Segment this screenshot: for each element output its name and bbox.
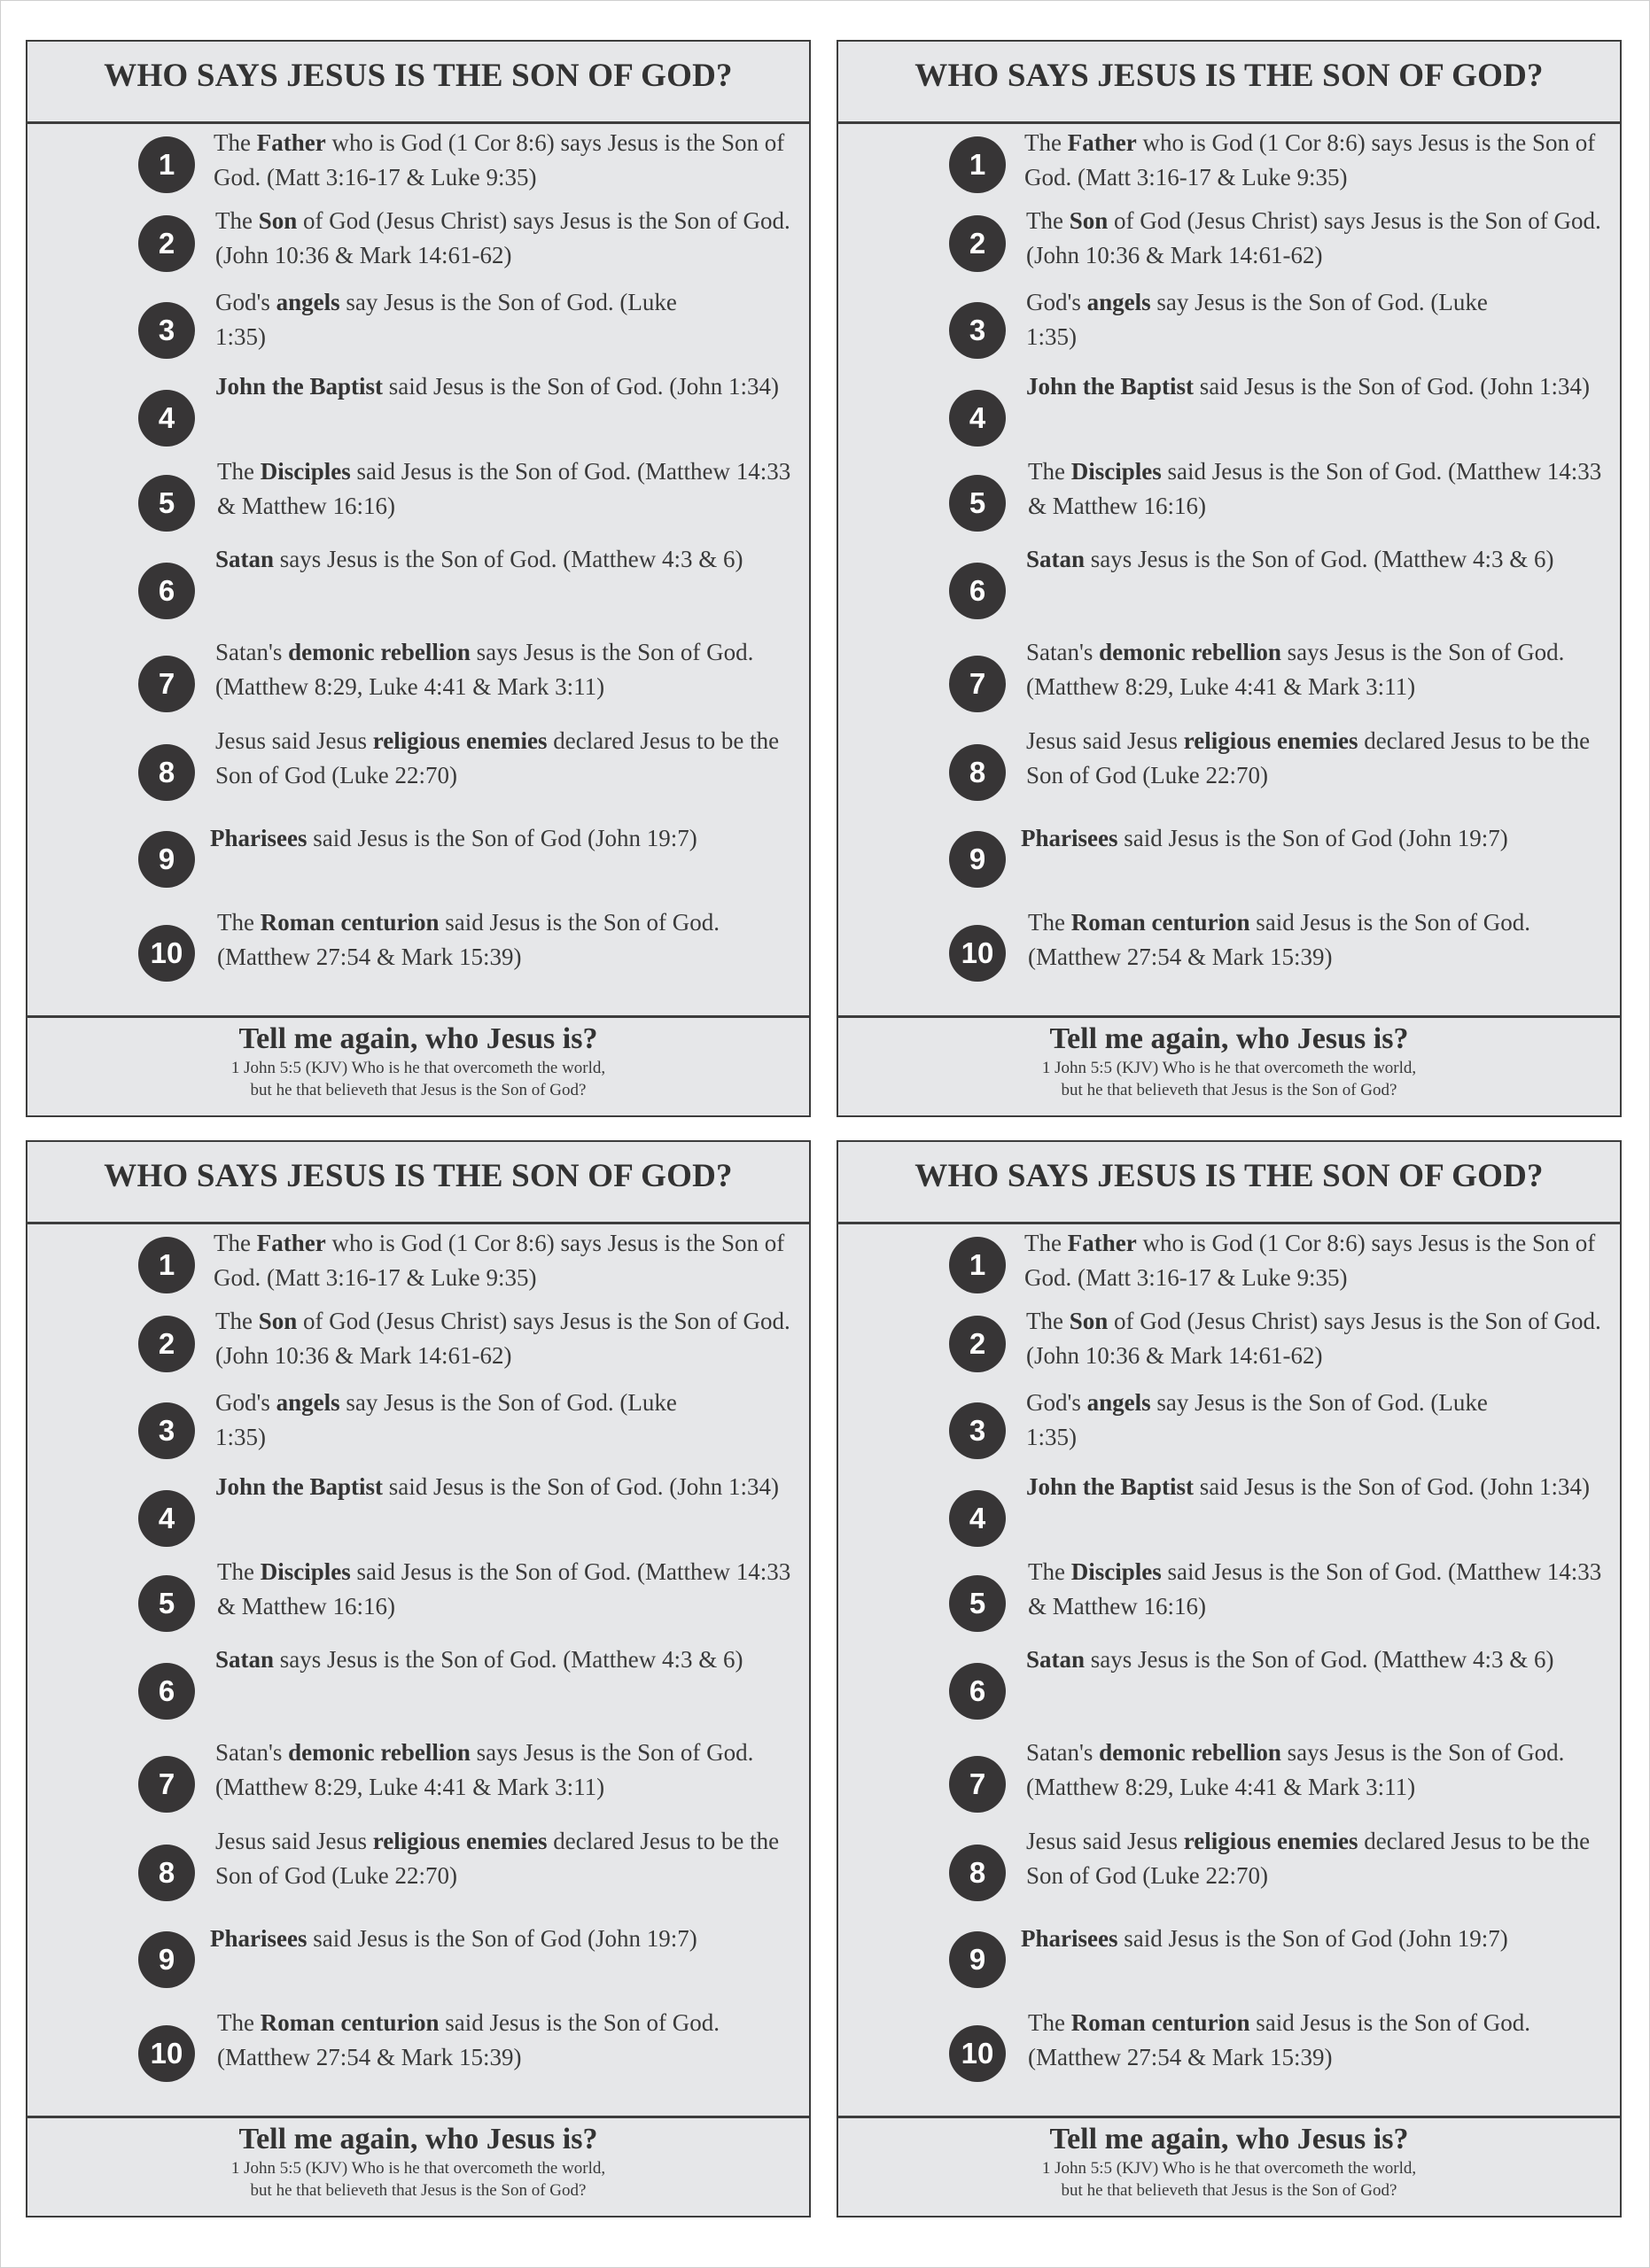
item-text: Satan's demonic rebellion says Jesus is the Son of God. (Matthew 8:29, Luke 4:41 & Mark 3:11) — [1026, 1739, 1565, 1800]
number-badge: 3 — [949, 1402, 1006, 1459]
item-subject: angels — [1086, 1389, 1151, 1416]
item-subject: Son — [258, 207, 298, 234]
list-item — [27, 1924, 813, 2004]
footer-heading: Tell me again, who Jesus is? — [1049, 2123, 1409, 2155]
number-badge: 5 — [949, 1575, 1006, 1632]
list-item — [838, 206, 1623, 286]
list-item — [838, 546, 1623, 633]
list-item — [838, 824, 1623, 904]
item-text: Jesus said Jesus religious enemies declared Jesus to be the Son of God (Luke 22:70) — [215, 1828, 780, 1889]
number-badge: 5 — [949, 475, 1006, 532]
list-item — [27, 824, 813, 904]
number-badge: 4 — [138, 1490, 195, 1547]
item-subject: Satan — [215, 1646, 275, 1673]
witness-list — [27, 1224, 809, 2112]
item-text: Satan's demonic rebellion says Jesus is the Son of God. (Matthew 8:29, Luke 4:41 & Mark 3:11) — [1026, 639, 1565, 700]
item-text: John the Baptist said Jesus is the Son of God. (John 1:34) — [215, 373, 780, 400]
list-item — [27, 124, 813, 204]
list-item — [27, 373, 813, 461]
number-badge: 10 — [949, 2025, 1006, 2082]
item-subject: Roman centurion — [260, 909, 440, 936]
list-item — [838, 289, 1623, 372]
item-text: The Father who is God (1 Cor 8:6) says Jesus is the Son of God. (Matt 3:16-17 & Luke 9:35) — [1024, 129, 1596, 190]
item-subject: angels — [276, 289, 340, 315]
item-subject: Father — [1067, 1230, 1137, 1256]
item-text: Jesus said Jesus religious enemies declared Jesus to be the Son of God (Luke 22:70) — [1026, 1828, 1591, 1889]
item-subject: Father — [1067, 129, 1137, 156]
list-item — [27, 458, 813, 546]
card-header — [27, 1142, 809, 1224]
number-badge: 4 — [138, 390, 195, 447]
item-subject: Disciples — [260, 458, 351, 485]
item-text: The Roman centurion said Jesus is the Son of God. (Matthew 27:54 & Mark 15:39) — [217, 909, 720, 970]
number-badge: 3 — [138, 302, 195, 359]
item-subject: demonic rebellion — [1099, 1739, 1281, 1766]
card-title: WHO SAYS JESUS IS THE SON OF GOD? — [915, 57, 1544, 94]
list-item — [838, 639, 1623, 726]
item-subject: Pharisees — [210, 825, 307, 851]
list-item — [838, 1473, 1623, 1561]
item-subject: religious enemies — [1183, 1828, 1358, 1854]
item-subject: Satan — [1026, 546, 1086, 572]
list-item — [838, 1307, 1623, 1386]
number-badge: 1 — [138, 1237, 195, 1293]
item-subject: Disciples — [1070, 458, 1162, 485]
list-item — [838, 727, 1623, 815]
number-badge: 7 — [138, 656, 195, 712]
list-item — [838, 909, 1623, 992]
number-badge: 2 — [949, 1316, 1006, 1372]
item-subject: religious enemies — [372, 727, 548, 754]
footer-heading: Tell me again, who Jesus is? — [238, 2123, 598, 2155]
item-subject: Satan — [1026, 1646, 1086, 1673]
item-subject: Son — [258, 1308, 298, 1334]
item-text: Satan says Jesus is the Son of God. (Matthew 4:3 & 6) — [1026, 1646, 1554, 1673]
tract-card-bottom-left — [26, 1140, 811, 2218]
list-item — [838, 1224, 1623, 1304]
number-badge: 8 — [138, 1845, 195, 1901]
item-text: The Son of God (Jesus Christ) says Jesus is the Son of God. (John 10:36 & Mark 14:61-62) — [215, 1308, 790, 1369]
list-item — [27, 1224, 813, 1304]
tract-card-top-left — [26, 40, 811, 1117]
card-header — [838, 1142, 1620, 1224]
number-badge: 2 — [138, 1316, 195, 1372]
item-text: Satan's demonic rebellion says Jesus is the Son of God. (Matthew 8:29, Luke 4:41 & Mark 3:11) — [215, 1739, 754, 1800]
number-badge: 4 — [949, 390, 1006, 447]
item-subject: Father — [256, 1230, 326, 1256]
card-header — [27, 42, 809, 124]
witness-list — [838, 124, 1620, 1012]
item-subject: Roman centurion — [1070, 2009, 1250, 2036]
footer-verse-line: 1 John 5:5 (KJV) Who is he that overcometh the world, — [230, 2159, 606, 2178]
footer-verse-line: but he that believeth that Jesus is the Son of God? — [1061, 1081, 1397, 1099]
item-text: God's angels say Jesus is the Son of God. (Luke 1:35) — [215, 1389, 677, 1450]
list-item — [838, 458, 1623, 546]
number-badge: 9 — [949, 831, 1006, 888]
list-item — [27, 1389, 813, 1472]
item-subject: Pharisees — [1021, 1925, 1118, 1952]
card-title: WHO SAYS JESUS IS THE SON OF GOD? — [104, 1157, 733, 1194]
number-badge: 5 — [138, 1575, 195, 1632]
number-badge: 1 — [138, 136, 195, 193]
item-subject: John the Baptist — [215, 1473, 384, 1500]
item-text: Satan says Jesus is the Son of God. (Matthew 4:3 & 6) — [215, 1646, 743, 1673]
list-item — [27, 1828, 813, 1915]
list-item — [27, 1739, 813, 1827]
number-badge: 3 — [138, 1402, 195, 1459]
tract-card-bottom-right — [837, 1140, 1622, 2218]
item-text: Jesus said Jesus religious enemies declared Jesus to be the Son of God (Luke 22:70) — [215, 727, 780, 788]
number-badge: 10 — [138, 2025, 195, 2082]
footer-verse-line: but he that believeth that Jesus is the Son of God? — [250, 2181, 587, 2200]
item-text: Satan says Jesus is the Son of God. (Matthew 4:3 & 6) — [1026, 546, 1554, 572]
item-text: The Disciples said Jesus is the Son of God. (Matthew 14:33 & Matthew 16:16) — [217, 1558, 791, 1619]
item-text: The Father who is God (1 Cor 8:6) says Jesus is the Son of God. (Matt 3:16-17 & Luke 9:35) — [214, 129, 785, 190]
item-subject: angels — [1086, 289, 1151, 315]
list-item — [27, 909, 813, 992]
card-footer — [838, 2116, 1620, 2216]
number-badge: 6 — [949, 563, 1006, 619]
item-text: John the Baptist said Jesus is the Son of God. (John 1:34) — [1026, 1473, 1591, 1500]
footer-verse-line: but he that believeth that Jesus is the Son of God? — [250, 1081, 587, 1099]
number-badge: 1 — [949, 136, 1006, 193]
list-item — [27, 639, 813, 726]
list-item — [27, 206, 813, 286]
item-text: Pharisees said Jesus is the Son of God (John 19:7) — [1021, 825, 1508, 851]
item-text: Pharisees said Jesus is the Son of God (John 19:7) — [1021, 1925, 1508, 1952]
list-item — [27, 1473, 813, 1561]
item-subject: Father — [256, 129, 326, 156]
number-badge: 4 — [949, 1490, 1006, 1547]
number-badge: 2 — [138, 215, 195, 272]
item-text: John the Baptist said Jesus is the Son of God. (John 1:34) — [215, 1473, 780, 1500]
number-badge: 6 — [138, 1663, 195, 1720]
item-subject: Roman centurion — [1070, 909, 1250, 936]
footer-verse-line: 1 John 5:5 (KJV) Who is he that overcometh the world, — [1041, 1059, 1417, 1077]
number-badge: 7 — [138, 1756, 195, 1813]
list-item — [27, 727, 813, 815]
list-item — [838, 1558, 1623, 1646]
list-item — [27, 1646, 813, 1734]
item-text: The Father who is God (1 Cor 8:6) says Jesus is the Son of God. (Matt 3:16-17 & Luke 9:35) — [1024, 1230, 1596, 1291]
number-badge: 10 — [138, 925, 195, 982]
item-text: God's angels say Jesus is the Son of God. (Luke 1:35) — [215, 289, 677, 350]
item-text: Pharisees said Jesus is the Son of God (John 19:7) — [210, 1925, 697, 1952]
number-badge: 2 — [949, 215, 1006, 272]
item-subject: religious enemies — [372, 1828, 548, 1854]
item-subject: Roman centurion — [260, 2009, 440, 2036]
list-item — [838, 124, 1623, 204]
list-item — [838, 1739, 1623, 1827]
card-footer — [838, 1015, 1620, 1115]
witness-list — [838, 1224, 1620, 2112]
list-item — [27, 2009, 813, 2093]
item-text: The Disciples said Jesus is the Son of God. (Matthew 14:33 & Matthew 16:16) — [217, 458, 791, 519]
number-badge: 3 — [949, 302, 1006, 359]
item-text: Jesus said Jesus religious enemies declared Jesus to be the Son of God (Luke 22:70) — [1026, 727, 1591, 788]
list-item — [838, 1924, 1623, 2004]
item-text: The Roman centurion said Jesus is the Son of God. (Matthew 27:54 & Mark 15:39) — [1028, 2009, 1530, 2070]
item-subject: angels — [276, 1389, 340, 1416]
number-badge: 8 — [949, 1845, 1006, 1901]
item-subject: Son — [1069, 1308, 1109, 1334]
item-subject: John the Baptist — [215, 373, 384, 400]
item-text: The Son of God (Jesus Christ) says Jesus is the Son of God. (John 10:36 & Mark 14:61-62) — [215, 207, 790, 268]
number-badge: 9 — [138, 1931, 195, 1988]
number-badge: 6 — [949, 1663, 1006, 1720]
number-badge: 8 — [949, 744, 1006, 801]
list-item — [27, 1307, 813, 1386]
number-badge: 10 — [949, 925, 1006, 982]
number-badge: 7 — [949, 1756, 1006, 1813]
footer-verse-line: but he that believeth that Jesus is the Son of God? — [1061, 2181, 1397, 2200]
number-badge: 1 — [949, 1237, 1006, 1293]
witness-list — [27, 124, 809, 1012]
item-text: The Disciples said Jesus is the Son of God. (Matthew 14:33 & Matthew 16:16) — [1028, 1558, 1602, 1619]
footer-heading: Tell me again, who Jesus is? — [238, 1022, 598, 1055]
number-badge: 6 — [138, 563, 195, 619]
card-footer — [27, 1015, 809, 1115]
item-subject: Disciples — [1070, 1558, 1162, 1585]
footer-verse-line: 1 John 5:5 (KJV) Who is he that overcometh the world, — [230, 1059, 606, 1077]
item-text: The Roman centurion said Jesus is the Son of God. (Matthew 27:54 & Mark 15:39) — [217, 2009, 720, 2070]
item-subject: Pharisees — [1021, 825, 1118, 851]
number-badge: 5 — [138, 475, 195, 532]
item-text: The Father who is God (1 Cor 8:6) says Jesus is the Son of God. (Matt 3:16-17 & Luke 9:35) — [214, 1230, 785, 1291]
item-subject: John the Baptist — [1026, 1473, 1195, 1500]
list-item — [838, 373, 1623, 461]
item-text: John the Baptist said Jesus is the Son of God. (John 1:34) — [1026, 373, 1591, 400]
number-badge: 9 — [138, 831, 195, 888]
item-text: The Disciples said Jesus is the Son of God. (Matthew 14:33 & Matthew 16:16) — [1028, 458, 1602, 519]
tract-card-top-right — [837, 40, 1622, 1117]
list-item — [27, 1558, 813, 1646]
item-subject: John the Baptist — [1026, 373, 1195, 400]
card-footer — [27, 2116, 809, 2216]
item-text: Pharisees said Jesus is the Son of God (John 19:7) — [210, 825, 697, 851]
item-text: God's angels say Jesus is the Son of God. (Luke 1:35) — [1026, 1389, 1488, 1450]
item-text: God's angels say Jesus is the Son of God. (Luke 1:35) — [1026, 289, 1488, 350]
item-text: Satan's demonic rebellion says Jesus is the Son of God. (Matthew 8:29, Luke 4:41 & Mark 3:11) — [215, 639, 754, 700]
item-subject: Disciples — [260, 1558, 351, 1585]
list-item — [838, 1646, 1623, 1734]
list-item — [27, 546, 813, 633]
item-text: The Son of God (Jesus Christ) says Jesus is the Son of God. (John 10:36 & Mark 14:61-62) — [1026, 1308, 1601, 1369]
item-subject: Satan — [215, 546, 275, 572]
number-badge: 9 — [949, 1931, 1006, 1988]
item-subject: Son — [1069, 207, 1109, 234]
list-item — [838, 1828, 1623, 1915]
list-item — [838, 2009, 1623, 2093]
card-title: WHO SAYS JESUS IS THE SON OF GOD? — [915, 1157, 1544, 1194]
footer-heading: Tell me again, who Jesus is? — [1049, 1022, 1409, 1055]
item-text: Satan says Jesus is the Son of God. (Matthew 4:3 & 6) — [215, 546, 743, 572]
item-subject: religious enemies — [1183, 727, 1358, 754]
list-item — [27, 289, 813, 372]
item-subject: demonic rebellion — [288, 639, 471, 665]
card-header — [838, 42, 1620, 124]
item-text: The Son of God (Jesus Christ) says Jesus is the Son of God. (John 10:36 & Mark 14:61-62) — [1026, 207, 1601, 268]
item-subject: demonic rebellion — [1099, 639, 1281, 665]
item-text: The Roman centurion said Jesus is the Son of God. (Matthew 27:54 & Mark 15:39) — [1028, 909, 1530, 970]
item-subject: demonic rebellion — [288, 1739, 471, 1766]
card-title: WHO SAYS JESUS IS THE SON OF GOD? — [104, 57, 733, 94]
footer-verse-line: 1 John 5:5 (KJV) Who is he that overcometh the world, — [1041, 2159, 1417, 2178]
number-badge: 8 — [138, 744, 195, 801]
item-subject: Pharisees — [210, 1925, 307, 1952]
list-item — [838, 1389, 1623, 1472]
number-badge: 7 — [949, 656, 1006, 712]
